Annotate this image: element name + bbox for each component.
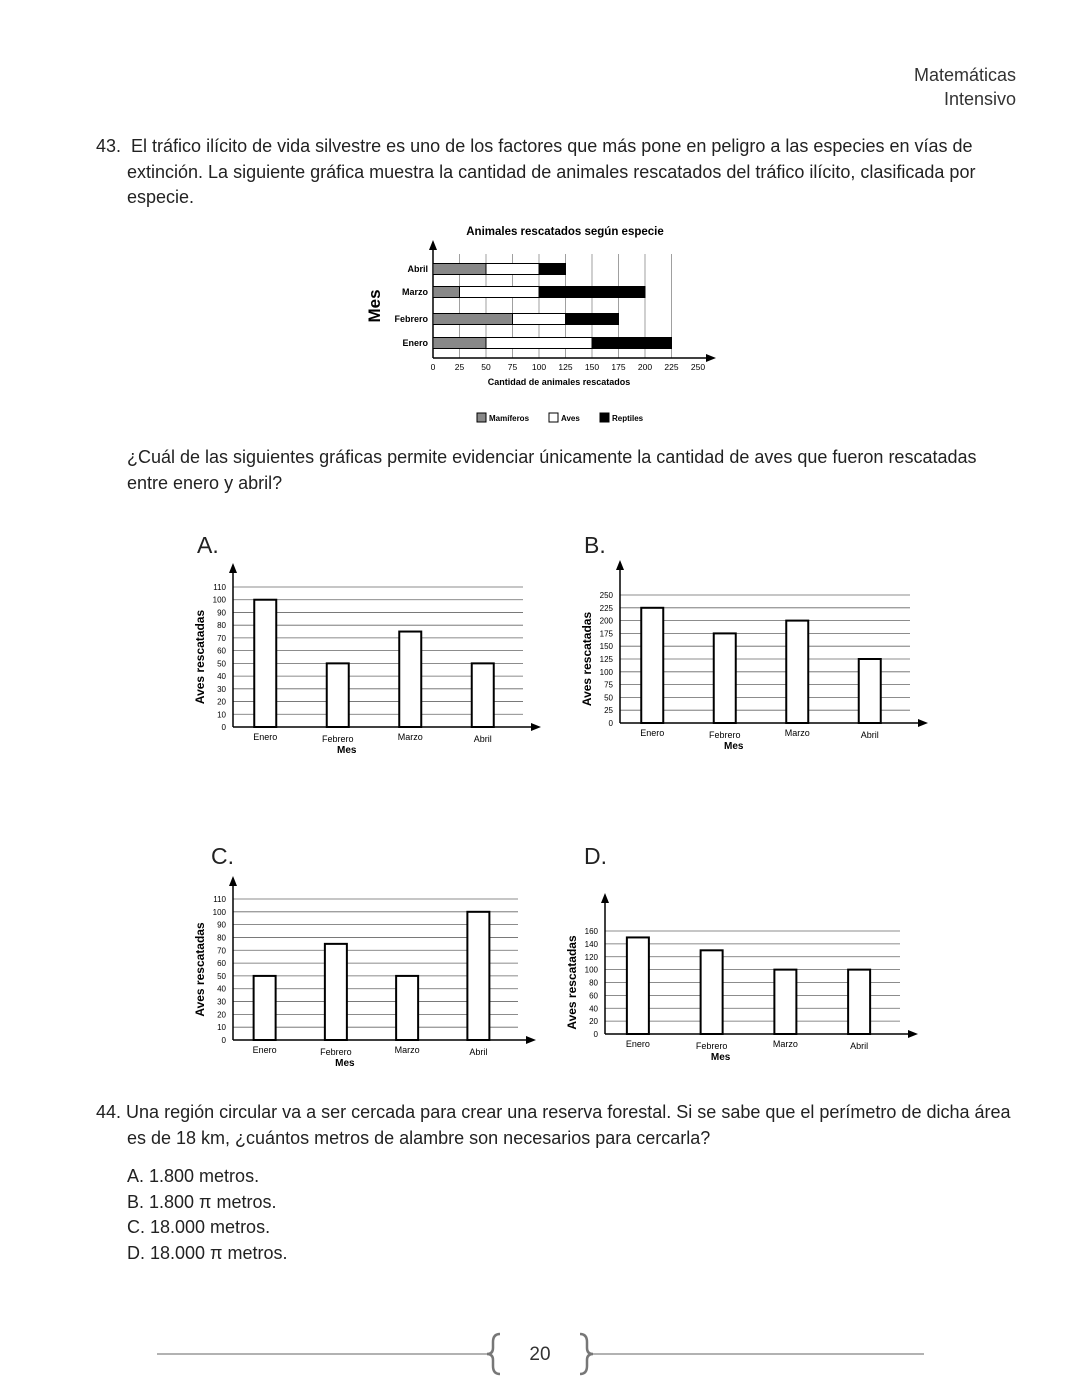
option-A-bar (472, 663, 494, 727)
footer-brace-right (580, 1334, 593, 1374)
option-C-y-tick-label: 80 (217, 933, 226, 943)
main-legend-swatch (477, 413, 486, 422)
option-c-chart[interactable] (188, 872, 548, 1072)
option-A-y-tick-label: 10 (217, 710, 226, 720)
option-B-category-label: Enero (640, 728, 665, 738)
option-C-y-tick-label: 110 (213, 895, 226, 904)
option-C-y-tick-label: 30 (217, 997, 226, 1007)
option-D-y-tick-label: 40 (589, 1004, 598, 1014)
main-x-tick-label: 200 (637, 362, 653, 372)
option-C-y-tick-label: 60 (217, 959, 226, 969)
option-D-y-tick-label: 140 (584, 939, 598, 949)
option-A-y-tick-label: 0 (221, 723, 226, 732)
option-A-category-label: Marzo (397, 732, 423, 742)
option-B-bar (786, 621, 808, 723)
option-C-bar (254, 976, 276, 1040)
main-x-tick-label: 225 (664, 362, 679, 372)
option-B-category-label: Febrero (708, 730, 741, 740)
option-C-y-tick-label: 40 (217, 984, 226, 994)
main-category-label: Febrero (394, 314, 428, 324)
option-B-y-tick-label: 50 (604, 693, 613, 703)
main-bar-segment (513, 314, 566, 325)
question-44-text: Una región circular va a ser cercada para crear una reserva forestal. Si se sabe que el perímetro de dicha área es de 18 km, ¿cuántos metros de alambre son necesarios para cercarla? (126, 1102, 1011, 1148)
option-B-y-tick-label: 25 (604, 706, 613, 716)
footer-brace-left (487, 1334, 500, 1374)
question-44 (96, 1100, 1016, 1151)
main-bar-segment (433, 314, 513, 325)
option-C-category-label: Enero (252, 1045, 277, 1055)
main-x-tick-label: 25 (454, 362, 465, 372)
option-B-y-tick-label: 225 (599, 603, 613, 613)
option-D-category-label: Marzo (772, 1039, 798, 1049)
option-a-chart[interactable] (188, 560, 548, 760)
option-C-bar (467, 912, 489, 1040)
option-A-category-label: Abril (473, 734, 492, 744)
option-d-chart[interactable] (560, 890, 920, 1070)
option-B-y-tick-label: 100 (599, 667, 613, 677)
option-D-y-tick-label: 0 (593, 1030, 598, 1039)
main-x-label: Cantidad de animales rescatados (487, 377, 631, 387)
option-C-y-tick-label: 0 (221, 1036, 226, 1045)
main-legend-label: Mamíferos (489, 414, 530, 423)
option-A-bar (327, 663, 349, 727)
option-D-category-label: Febrero (695, 1041, 728, 1051)
main-bar-segment (539, 264, 566, 275)
option-B-y-tick-label: 200 (599, 616, 613, 626)
main-chart-title: Animales rescatados según especie (466, 226, 664, 238)
page-footer (0, 1330, 1080, 1376)
option-44-c[interactable]: C. 18.000 metros. (127, 1217, 271, 1237)
option-B-category-label: Marzo (784, 728, 810, 738)
option-B-bar (714, 633, 736, 723)
option-A-y-tick-label: 50 (217, 659, 226, 669)
page-number: 20 (529, 1344, 551, 1365)
main-bar-segment (539, 287, 645, 298)
option-C-x-label: Mes (335, 1058, 355, 1069)
option-C-y-label: Aves rescatadas (193, 922, 207, 1017)
option-C-x-arrow (526, 1036, 536, 1044)
option-A-bar (399, 632, 421, 727)
question-44-options (127, 1164, 288, 1266)
option-D-bar (848, 970, 870, 1034)
option-C-bar (325, 944, 347, 1040)
question-44-number: 44. (96, 1102, 122, 1122)
option-D-bar (627, 937, 649, 1034)
option-B-bar (859, 659, 881, 723)
question-43-number: 43. (96, 136, 122, 156)
main-bar-segment (592, 338, 672, 349)
option-A-y-tick-label: 40 (217, 672, 226, 682)
main-bar-segment (460, 287, 540, 298)
option-44-a[interactable]: A. 1.800 metros. (127, 1166, 260, 1186)
question-43-prompt: ¿Cuál de las siguientes gráficas permite evidenciar únicamente la cantidad de aves que fueron rescatadas entre enero y abril? (127, 447, 977, 493)
main-chart (355, 218, 735, 430)
option-C-category-label: Marzo (394, 1045, 420, 1055)
option-A-y-tick-label: 110 (213, 583, 226, 592)
option-B-y-tick-label: 0 (608, 719, 613, 728)
main-y-label: Mes (365, 289, 384, 323)
main-bar-segment (566, 314, 619, 325)
main-x-tick-label: 175 (611, 362, 626, 372)
option-c-label[interactable]: C. (211, 843, 234, 869)
page-header (914, 63, 1016, 111)
option-B-x-arrow (918, 719, 928, 727)
main-bar-segment (486, 264, 539, 275)
main-legend-swatch (549, 413, 558, 422)
option-A-y-tick-label: 60 (217, 646, 226, 656)
option-d-label[interactable]: D. (584, 843, 607, 869)
option-D-bar (701, 950, 723, 1034)
option-D-bar (774, 970, 796, 1034)
option-A-bar (254, 600, 276, 727)
option-B-y-tick-label: 125 (599, 655, 613, 664)
option-A-y-tick-label: 20 (217, 697, 226, 707)
option-B-x-label: Mes (724, 741, 744, 752)
option-D-y-tick-label: 60 (589, 991, 598, 1001)
option-D-y-label: Aves rescatadas (565, 935, 579, 1030)
option-A-y-tick-label: 100 (212, 595, 226, 605)
option-b-label[interactable]: B. (584, 532, 606, 558)
main-x-tick-label: 100 (531, 362, 547, 372)
main-y-arrow (429, 240, 437, 250)
option-D-y-arrow (601, 893, 609, 903)
question-43 (96, 134, 1016, 211)
option-D-y-tick-label: 160 (584, 927, 598, 936)
option-C-y-tick-label: 90 (217, 920, 226, 930)
option-B-y-tick-label: 175 (599, 629, 613, 639)
option-C-y-tick-label: 10 (217, 1023, 226, 1033)
question-43-text: El tráfico ilícito de vida silvestre es uno de los factores que más pone en peligro a las especies en vías de extinción. La siguiente gráfica muestra la cantidad de animales rescatados del tráfico ilícito, clasificada por especie. (127, 136, 976, 207)
option-44-b[interactable]: B. 1.800 π metros. (127, 1191, 277, 1212)
option-C-y-tick-label: 70 (217, 946, 226, 956)
option-A-x-label: Mes (337, 745, 357, 756)
option-C-y-arrow (229, 876, 237, 886)
main-legend-label: Aves (561, 414, 580, 423)
main-legend-label: Reptiles (612, 414, 644, 423)
option-A-y-tick-label: 80 (217, 621, 226, 631)
option-A-category-label: Enero (253, 732, 278, 742)
main-x-tick-label: 150 (584, 362, 600, 372)
option-B-y-tick-label: 75 (604, 680, 613, 690)
main-category-label: Marzo (401, 287, 428, 297)
main-x-arrow (706, 354, 716, 362)
option-B-bar (641, 608, 663, 723)
option-D-x-arrow (908, 1030, 918, 1038)
option-D-y-tick-label: 20 (589, 1017, 598, 1027)
main-x-tick-label: 0 (430, 362, 436, 372)
option-B-category-label: Abril (860, 730, 879, 740)
main-x-tick-label: 125 (558, 362, 573, 372)
main-category-label: Enero (402, 338, 428, 348)
main-category-label: Abril (407, 264, 428, 274)
option-A-x-arrow (531, 723, 541, 731)
option-B-y-tick-label: 250 (599, 591, 613, 600)
option-A-y-tick-label: 30 (217, 684, 226, 694)
option-C-category-label: Febrero (320, 1047, 352, 1057)
main-bar-segment (433, 338, 486, 349)
main-legend-swatch (600, 413, 609, 422)
main-bar-segment (433, 264, 486, 275)
option-A-y-label: Aves rescatadas (193, 609, 207, 705)
option-D-y-tick-label: 100 (584, 965, 598, 975)
option-a-label[interactable]: A. (197, 532, 219, 558)
main-bar-segment (433, 287, 460, 298)
course-label: Intensivo (943, 89, 1016, 109)
option-B-y-tick-label: 150 (599, 642, 613, 652)
main-x-tick-label: 250 (690, 362, 706, 372)
option-C-y-tick-label: 100 (212, 907, 226, 917)
option-D-y-tick-label: 80 (589, 978, 598, 988)
option-A-category-label: Febrero (321, 734, 354, 744)
option-A-y-arrow (229, 563, 237, 573)
main-bar-segment (486, 338, 592, 349)
subject-label: Matemáticas (913, 65, 1016, 85)
main-x-tick-label: 50 (481, 362, 491, 372)
option-D-category-label: Abril (850, 1041, 869, 1051)
option-A-y-tick-label: 70 (217, 633, 226, 643)
option-D-category-label: Enero (625, 1039, 650, 1049)
option-A-y-tick-label: 90 (217, 608, 226, 618)
option-B-y-label: Aves rescatadas (580, 611, 594, 707)
option-C-y-tick-label: 50 (217, 971, 226, 981)
option-D-y-tick-label: 120 (584, 952, 598, 962)
option-C-y-tick-label: 20 (217, 1010, 226, 1020)
option-D-x-label: Mes (710, 1052, 731, 1063)
option-b-chart[interactable] (575, 558, 935, 758)
option-B-y-arrow (616, 560, 624, 570)
option-C-category-label: Abril (469, 1047, 488, 1057)
option-44-d[interactable]: D. 18.000 π metros. (127, 1242, 288, 1263)
main-x-tick-label: 75 (507, 362, 518, 372)
option-C-bar (396, 976, 418, 1040)
